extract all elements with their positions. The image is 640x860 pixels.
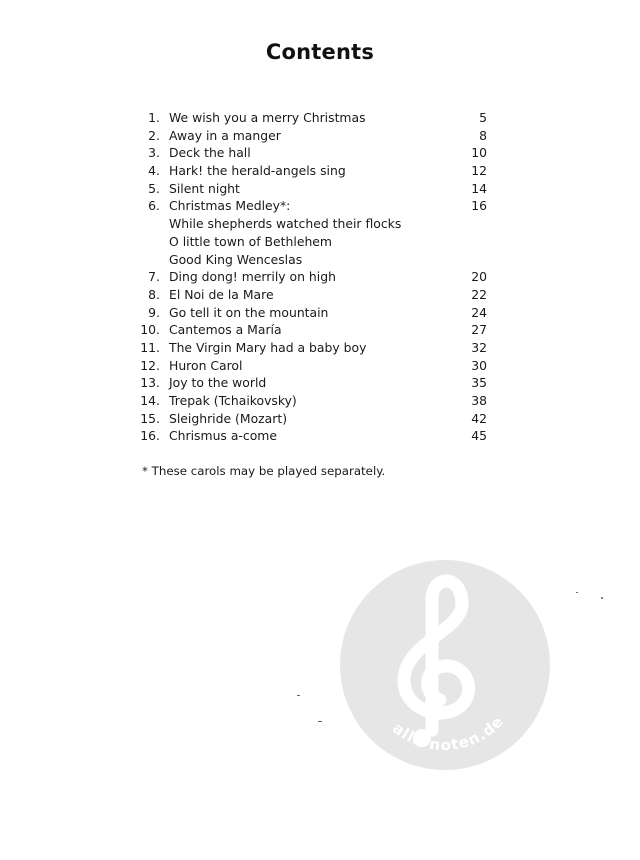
toc-entry — [130, 410, 490, 428]
toc-entry — [130, 162, 490, 180]
toc-entry-title: Huron Carol — [169, 357, 243, 373]
toc-entry-number: 14. — [140, 393, 160, 408]
toc-subentry-title: Good King Wenceslas — [169, 251, 303, 267]
footnote: * These carols may be played separately. — [142, 464, 386, 478]
toc-entry — [130, 127, 490, 145]
toc-entry — [130, 268, 490, 286]
table-of-contents — [130, 109, 490, 445]
scan-speck — [576, 592, 578, 593]
toc-subentry — [130, 251, 490, 269]
toc-entry — [130, 321, 490, 339]
toc-entry — [130, 339, 490, 357]
toc-entry — [130, 304, 490, 322]
toc-entry-page: 38 — [471, 393, 487, 408]
toc-entry-page: 5 — [479, 110, 487, 125]
toc-entry-number: 1. — [148, 110, 160, 125]
toc-entry-number: 11. — [140, 339, 160, 355]
toc-entry-number: 4. — [148, 163, 160, 179]
toc-entry-page: 27 — [471, 322, 487, 338]
toc-entry-title: Go tell it on the mountain — [169, 304, 329, 320]
toc-entry-title: Deck the hall — [169, 145, 251, 161]
toc-entry — [130, 109, 490, 127]
toc-entry-page: 12 — [471, 163, 487, 179]
toc-entry — [130, 180, 490, 198]
toc-entry-page: 45 — [471, 428, 487, 444]
toc-entry-number: 2. — [148, 127, 160, 143]
toc-subentry — [130, 215, 490, 233]
toc-entry-page: 16 — [471, 198, 487, 214]
toc-entry-title: Hark! the herald-angels sing — [169, 163, 346, 179]
toc-entry-title: Chrismus a-come — [169, 428, 277, 444]
toc-entry-number: 10. — [140, 322, 160, 338]
toc-entry-title: Cantemos a María — [169, 322, 282, 338]
toc-entry-number: 13. — [140, 375, 160, 391]
scan-speck — [601, 597, 603, 599]
toc-entry — [130, 374, 490, 392]
toc-entry-title: Joy to the world — [169, 375, 267, 391]
toc-entry-number: 16. — [140, 428, 160, 444]
scan-speck — [318, 721, 322, 722]
toc-subentry — [130, 233, 490, 251]
watermark-text-path: alle-noten.de — [389, 712, 508, 755]
toc-subentry-title: O little town of Bethlehem — [169, 233, 332, 249]
toc-entry — [130, 286, 490, 304]
toc-entry-page: 32 — [471, 339, 487, 355]
toc-entry-number: 9. — [148, 304, 160, 320]
toc-entry-title: The Virgin Mary had a baby boy — [169, 339, 367, 355]
toc-entry-page: 22 — [471, 286, 487, 302]
toc-entry-title: Sleighride (Mozart) — [169, 410, 288, 426]
toc-entry-number: 7. — [148, 269, 160, 285]
toc-entry-number: 15. — [140, 410, 160, 426]
toc-entry-title: We wish you a merry Christmas — [169, 110, 366, 125]
toc-entry-page: 8 — [479, 127, 487, 143]
toc-entry-title: Silent night — [169, 180, 240, 196]
toc-entry-title: Christmas Medley*: — [169, 198, 291, 214]
watermark-logo — [340, 560, 550, 770]
scan-speck — [297, 695, 300, 696]
toc-entry-title: El Noi de la Mare — [169, 286, 274, 302]
toc-entry-page: 42 — [471, 410, 487, 426]
toc-entry-title: Ding dong! merrily on high — [169, 269, 336, 285]
toc-entry — [130, 144, 490, 162]
toc-entry — [130, 357, 490, 375]
toc-entry-title: Trepak (Tchaikovsky) — [169, 393, 297, 408]
toc-entry-page: 35 — [471, 375, 487, 391]
toc-entry-page: 30 — [471, 357, 487, 373]
toc-entry — [130, 427, 490, 445]
toc-entry-number: 5. — [148, 180, 160, 196]
toc-entry — [130, 392, 490, 410]
toc-entry-number: 3. — [148, 145, 160, 161]
toc-entry-number: 6. — [148, 198, 160, 214]
toc-entry-page: 10 — [471, 145, 487, 161]
toc-entry-page: 24 — [471, 304, 487, 320]
toc-entry — [130, 197, 490, 215]
page-title: Contents — [265, 40, 375, 64]
toc-entry-page: 14 — [471, 180, 487, 196]
toc-entry-number: 12. — [140, 357, 160, 373]
toc-entry-number: 8. — [148, 286, 160, 302]
toc-entry-page: 20 — [471, 269, 487, 285]
toc-subentry-title: While shepherds watched their flocks — [169, 216, 402, 232]
toc-entry-title: Away in a manger — [169, 127, 281, 143]
